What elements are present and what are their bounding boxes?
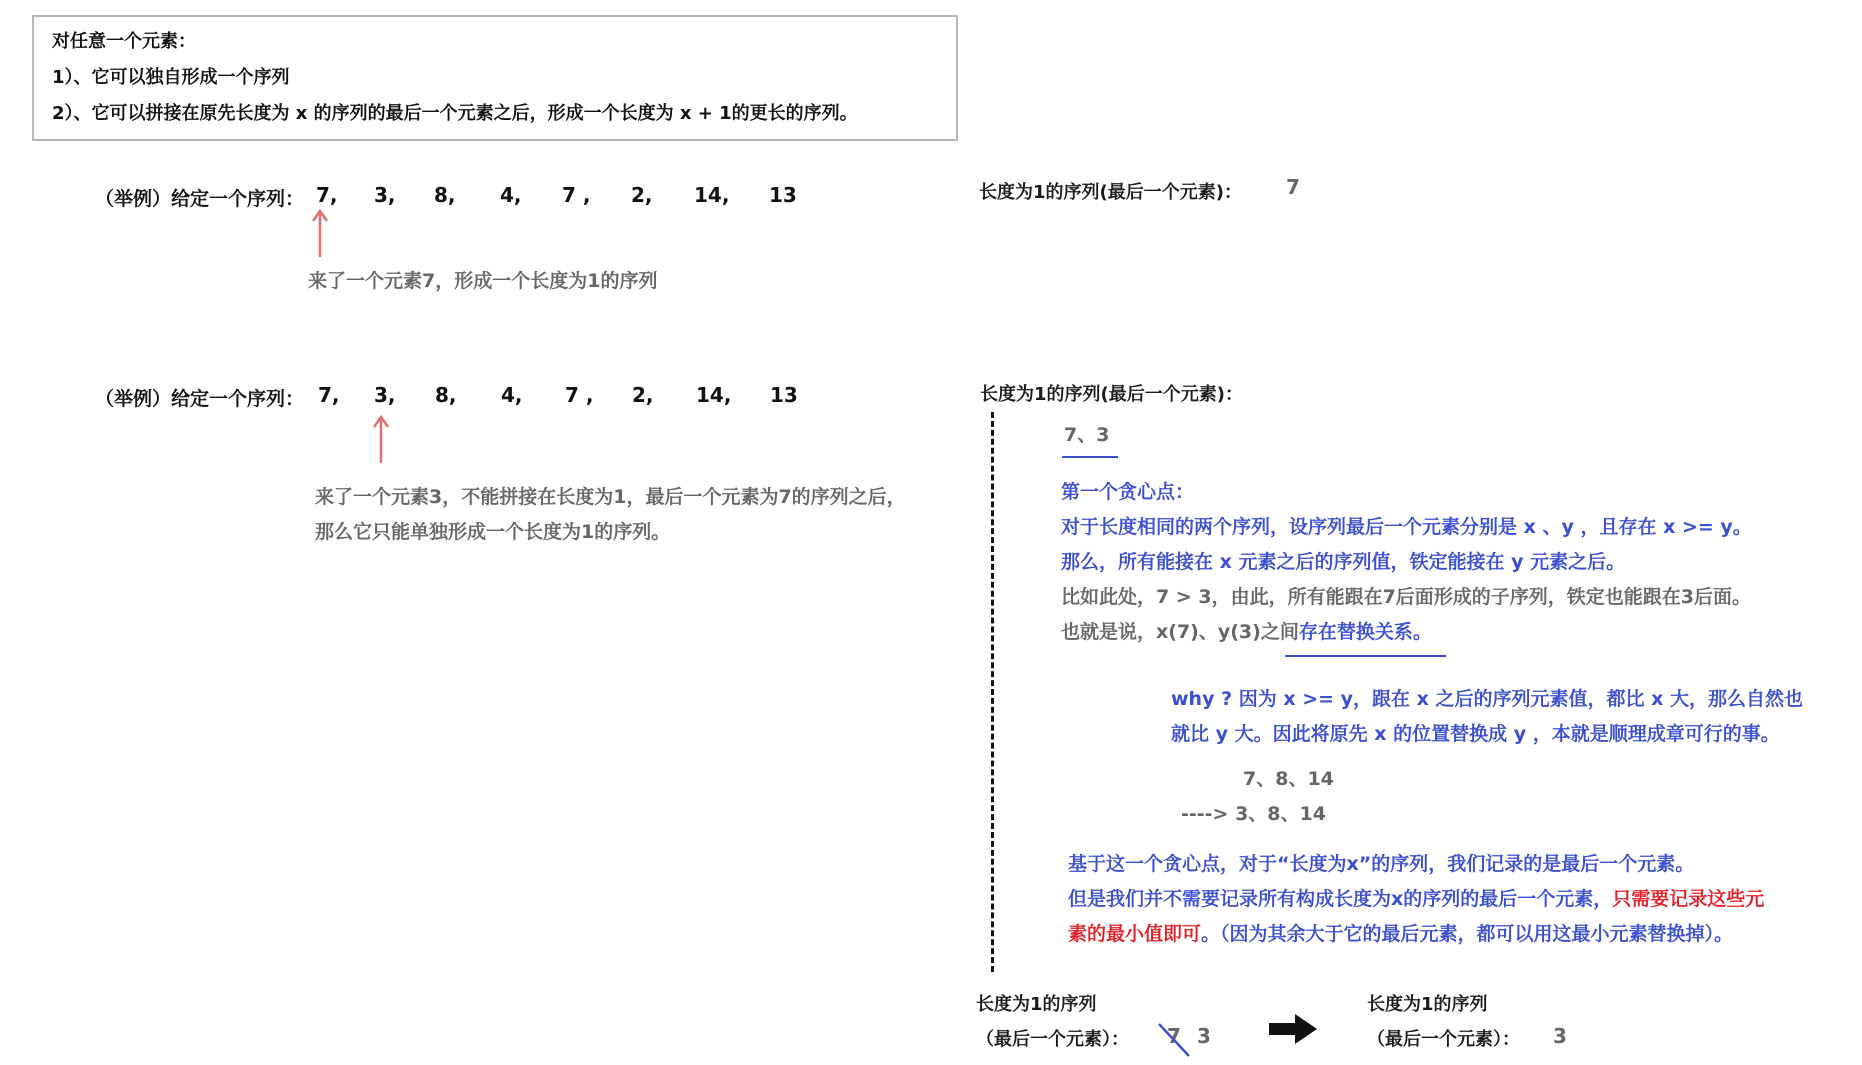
greedy-line4 — [1061, 615, 1432, 650]
bottom-right-label1: 长度为1的序列 — [1367, 994, 1488, 1015]
candidates: 7、3 — [1064, 424, 1110, 446]
example2-right-label: 长度为1的序列(最后一个元素)： — [980, 384, 1243, 405]
example2-num: 3, — [374, 383, 396, 407]
example1-right-label: 长度为1的序列(最后一个元素)： — [979, 182, 1242, 203]
strike-mark — [1155, 1020, 1195, 1060]
up-arrow-icon — [371, 413, 391, 465]
example2-num: 13 — [770, 383, 798, 407]
conclusion-line3 — [1068, 917, 1733, 952]
example2-num: 8, — [435, 383, 457, 407]
bottom-left-label2: （最后一个元素）： — [976, 1029, 1129, 1050]
example2-num: 7 , — [565, 383, 594, 407]
example2-num: 7, — [318, 383, 340, 407]
conclusion-line1: 基于这一个贪心点，对于“长度为x”的序列，我们记录的是最后一个元素。 — [1068, 853, 1695, 875]
replace-underline — [1285, 655, 1446, 657]
rule-1: 1）、它可以独自形成一个序列 — [52, 67, 290, 88]
greedy-title: 第一个贪心点： — [1061, 481, 1195, 503]
up-arrow-icon — [310, 207, 330, 259]
bottom-right-value: 3 — [1553, 1024, 1567, 1048]
bottom-left-value: 3 — [1197, 1024, 1211, 1048]
example1-right-value: 7 — [1286, 175, 1300, 199]
struck-value: 7 — [1167, 1024, 1181, 1048]
greedy-line3: 比如此处，7 > 3，由此，所有能跟在7后面形成的子序列，铁定也能跟在3后面。 — [1061, 586, 1752, 608]
example1-num: 7 , — [562, 183, 591, 207]
example1-num: 8, — [434, 183, 456, 207]
bottom-left-label1: 长度为1的序列 — [976, 994, 1097, 1015]
candidates-underline — [1062, 456, 1118, 458]
rule-heading: 对任意一个元素： — [52, 31, 196, 52]
conclusion-line3-blue: 。（因为其余大于它的最后元素，都可以用这最小元素替换掉）。 — [1201, 923, 1734, 945]
rule-2: 2）、它可以拼接在原先长度为 x 的序列的最后一个元素之后，形成一个长度为 x + 1的更长的序列。 — [52, 103, 858, 124]
rule-box — [32, 15, 958, 141]
example1-prefix: （举例）给定一个序列： — [95, 188, 305, 210]
greedy-line4-blue: 存在替换关系。 — [1298, 621, 1432, 643]
conclusion-line2 — [1068, 882, 1764, 917]
example1-num: 3, — [374, 183, 396, 207]
example2-num: 4, — [501, 383, 523, 407]
greedy-line2: 那么，所有能接在 x 元素之后的序列值，铁定能接在 y 元素之后。 — [1061, 551, 1626, 573]
example1-num: 13 — [769, 183, 797, 207]
greedy-line1: 对于长度相同的两个序列，设序列最后一个元素分别是 x 、y ，且存在 x >= y。 — [1061, 516, 1752, 538]
example2-num: 2, — [632, 383, 654, 407]
example1-note: 来了一个元素7，形成一个长度为1的序列 — [308, 270, 658, 292]
seq-b: ----> 3、8、14 — [1181, 803, 1326, 825]
greedy-line4-gray: 也就是说，x(7)、y(3)之间 — [1061, 621, 1299, 643]
example1-num: 14, — [694, 183, 730, 207]
example2-prefix: （举例）给定一个序列： — [95, 388, 305, 410]
conclusion-line2-red: 只需要记录这些元 — [1612, 888, 1765, 910]
example2-num: 14, — [696, 383, 732, 407]
bottom-right-label2: （最后一个元素）： — [1367, 1029, 1520, 1050]
why-line1: why ? 因为 x >= y，跟在 x 之后的序列元素值，都比 x 大，那么自然也 — [1171, 688, 1804, 710]
example1-num: 4, — [500, 183, 522, 207]
example2-note-line1: 来了一个元素3，不能拼接在长度为1，最后一个元素为7的序列之后， — [315, 486, 906, 508]
example1-num: 7, — [316, 183, 338, 207]
dashed-separator — [991, 412, 994, 972]
right-arrow-icon — [1267, 1012, 1319, 1046]
example1-num: 2, — [631, 183, 653, 207]
conclusion-line2-blue: 但是我们并不需要记录所有构成长度为x的序列的最后一个元素， — [1068, 888, 1613, 910]
why-line2: 就比 y 大。因此将原先 x 的位置替换成 y ，本就是顺理成章可行的事。 — [1171, 723, 1780, 745]
example2-note-line2: 那么它只能单独形成一个长度为1的序列。 — [315, 521, 671, 543]
conclusion-line3-red: 素的最小值即可 — [1068, 923, 1202, 945]
seq-a: 7、8、14 — [1243, 768, 1334, 790]
